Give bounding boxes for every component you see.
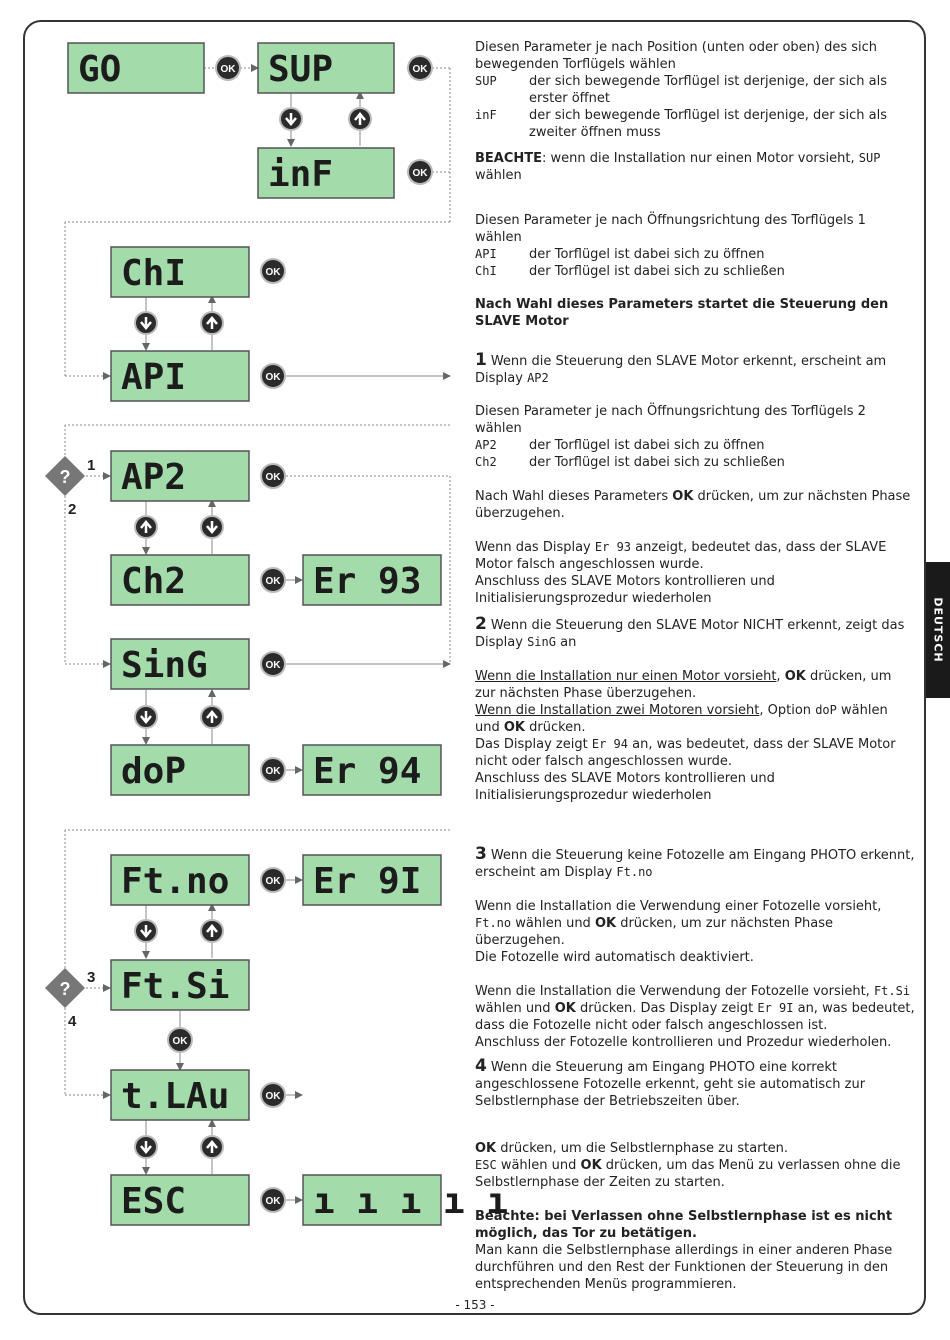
svg-text:OK: OK [265,660,281,671]
arrow-up-icon [201,920,223,942]
branch-label: 4 [68,1013,77,1030]
text-body: wählen und [475,1001,555,1016]
text-body: Nach Wahl dieses Parameters [475,489,673,504]
lcd-text-esc: ESC [121,1181,187,1222]
arrow-down-icon [201,516,223,538]
lcd-display-er93 [303,555,441,605]
text-body: an, was bedeutet, dass der SLAVE Motor nicht oder falsch angeschlossen wurde. [475,737,896,769]
svg-text:OK: OK [265,1196,281,1207]
text-body: , [776,669,785,684]
lcd-text-progress: ı ı ı ı ı [313,1181,509,1222]
svg-text:?: ? [59,467,71,487]
svg-text:OK: OK [265,576,281,587]
ok-button-icon [261,259,285,283]
code-ap2: AP2 [475,438,497,452]
svg-text:OK: OK [412,64,428,75]
text-intro: Diesen Parameter je nach Öffnungsrichtung des Torflügels 1 wählen [475,213,866,245]
lcd-text-sing: SinG [121,645,208,686]
lcd-text-ftsi: Ft.Si [121,966,230,1007]
ok-button-icon [261,868,285,892]
svg-text:OK: OK [265,1091,281,1102]
code-er93: Er 93 [594,540,632,554]
section-photocell [475,846,915,1051]
ok-button-icon [216,56,240,80]
arrow-down-icon [135,1136,157,1158]
ok-button-icon [261,1188,285,1212]
text-note: : wenn die Installation nur einen Motor vorsieht, [542,151,859,166]
lcd-display-ap2 [111,451,249,501]
text-body: Wenn die Installation die Verwendung einer Fotozelle vorsieht, [475,899,882,914]
text-def: der Torflügel ist dabei sich zu schließen [529,264,785,279]
branch-label: 1 [87,457,96,474]
text-body: Wenn die Steuerung den SLAVE Motor NICHT erkennt, zeigt das Display [475,618,905,650]
text-def: der sich bewegende Torflügel ist derjenige, der sich als zweiter öffnen muss [529,108,888,140]
code-er91: Er 9I [757,1001,794,1015]
lcd-text-ch2: Ch2 [121,561,187,602]
lcd-display-tlau [111,1070,249,1120]
arrow-up-icon [135,516,157,538]
ok-button-icon [408,160,432,184]
text-body: an [555,635,577,650]
section-position-select [475,39,915,184]
text-ok: OK [784,669,806,684]
ok-button-icon [168,1028,192,1052]
text-body: drücken, um zur nächsten Phase überzugehen. [475,916,833,948]
lcd-text-dop: doP [121,751,187,792]
section-self-learning [475,1140,915,1293]
ok-button-icon [408,56,432,80]
step-number: 4 [475,1056,487,1076]
code-esc: ESC [475,1158,497,1172]
arrow-up-icon [201,706,223,728]
section-direction-1 [475,212,915,330]
lcd-text-chi: ChI [121,253,187,294]
text-intro: Diesen Parameter je nach Öffnungsrichtung des Torflügels 2 wählen [475,404,866,436]
language-side-tab [926,562,950,698]
section-slave-detected [475,352,915,607]
lcd-text-sup: SUP [268,49,334,90]
lcd-display-esc [111,1175,249,1225]
ok-button-icon [261,568,285,592]
lcd-text-tlau: t.LAu [121,1076,230,1117]
code-ap2: AP2 [527,371,549,385]
text-body: Anschluss des SLAVE Motors kontrollieren und Initialisierungsprozedur wiederholen [475,771,775,803]
branch-label: 2 [68,501,77,518]
lcd-display-dop [111,745,249,795]
code-sing: SinG [527,635,556,649]
code-ftsi: Ft.Si [873,984,911,998]
side-tab-label: DEUTSCH [931,597,945,663]
text-def: der Torflügel ist dabei sich zu schließen [529,455,785,470]
decision-icon [45,968,85,1008]
svg-text:OK: OK [265,766,281,777]
code-ftno: Ft.no [475,916,512,930]
text-note: wählen [475,168,522,183]
text-bold-note: Nach Wahl dieses Parameters startet die Steuerung den SLAVE Motor [475,297,889,329]
lcd-display-chi [111,247,249,297]
text-body: Anschluss der Fotozelle kontrollieren und Prozedur wiederholen. [475,1035,892,1050]
ok-button-icon [261,364,285,388]
text-body: Man kann die Selbstlernphase allerdings in einer anderen Phase durchführen und den Rest der Funktionen der Steuerung in den entsprechenden Menüs programmieren. [475,1243,893,1292]
text-body: anzeigt, bedeutet das, dass der SLAVE Motor falsch angeschlossen wurde. [475,540,887,572]
text-body: Anschluss des SLAVE Motors kontrollieren und Initialisierungsprozedur wiederholen [475,574,775,606]
arrow-down-icon [135,312,157,334]
ok-button-icon [261,1083,285,1107]
text-underlined: Wenn die Installation zwei Motoren vorsieht [475,703,760,718]
code-er94: Er 94 [591,737,628,751]
step-number: 1 [475,350,487,370]
ok-button-icon [261,464,285,488]
text-body: Wenn die Installation die Verwendung der Fotozelle vorsieht, [475,984,874,999]
arrow-up-icon [201,1136,223,1158]
text-body: drücken, um zur nächsten Phase überzugehen. [475,489,911,521]
text-body: wählen und [496,1158,581,1173]
svg-text:OK: OK [412,168,428,179]
lcd-display-sup [258,43,394,93]
text-body: drücken, um das Menü zu verlassen ohne die Selbstlernphase der Zeiten zu starten. [475,1158,901,1190]
arrow-down-icon [135,920,157,942]
text-def: der Torflügel ist dabei sich zu öffnen [529,247,765,262]
svg-text:OK: OK [265,876,281,887]
code-sup: SUP [475,74,497,88]
text-ok: OK [594,916,617,931]
lcd-text-er91: Er 9I [313,861,422,902]
text-underlined: Wenn die Installation nur einen Motor vorsieht [475,669,777,684]
text-ok: OK [580,1158,602,1173]
text-body: Die Fotozelle wird automatisch deaktiviert. [475,950,754,965]
step-number: 3 [475,844,487,864]
ok-button-icon [261,758,285,782]
lcd-display-ftsi [111,960,249,1010]
text-body: drücken. [525,720,586,735]
svg-text:OK: OK [265,267,281,278]
section-slave-not-detected [475,616,915,804]
text-body: Wenn das Display [475,540,595,555]
lcd-text-ap2: AP2 [121,457,187,498]
text-body: drücken, um zur nächsten Phase überzugehen. [475,669,892,701]
svg-text:OK: OK [172,1036,188,1047]
code-api: API [475,247,497,261]
lcd-text-er94: Er 94 [313,751,422,792]
svg-text:OK: OK [265,472,281,483]
text-ok: OK [672,489,694,504]
step-number: 2 [475,614,487,634]
code-ftno: Ft.no [616,865,653,879]
code-ch2: Ch2 [475,455,497,469]
lcd-display-sing [111,639,249,689]
lcd-text-ftno: Ft.no [121,861,230,902]
arrow-down-icon [135,706,157,728]
text-ok: OK [503,720,525,735]
lcd-display-er91 [303,855,441,905]
lcd-display-ftno [111,855,249,905]
arrow-up-icon [349,108,371,130]
text-ok: OK [475,1141,497,1156]
code-inf: inF [475,108,497,122]
text-body: an, was bedeutet, dass die Fotozelle nicht oder falsch angeschlossen ist. [475,1001,915,1033]
code-sup: SUP [858,151,881,165]
svg-text:OK: OK [265,372,281,383]
text-body: drücken. Das Display zeigt [575,1001,758,1016]
svg-text:?: ? [59,979,71,999]
text-intro: Diesen Parameter je nach Position (unten oder oben) des sich bewegenden Torflügels wählen [475,40,878,72]
lcd-display-inf [258,148,394,198]
text-def: der sich bewegende Torflügel ist derjenige, der sich als erster öffnet [529,74,888,106]
text-body: Wenn die Steuerung den SLAVE Motor erkennt, erscheint am Display [475,354,887,386]
lcd-text-api: API [121,357,187,398]
text-body: drücken, um die Selbstlernphase zu starten. [496,1141,788,1156]
text-body: , Option [759,703,816,718]
text-bold-note: Beachte: bei Verlassen ohne Selbstlernphase ist es nicht möglich, das Tor zu betätigen. [475,1209,893,1241]
page-number: - 153 - [455,1298,495,1312]
lcd-display-api [111,351,249,401]
code-chi: ChI [475,264,497,278]
text-body: Wenn die Steuerung am Eingang PHOTO eine korrekt angeschlossene Fotozelle erkennt, geht sie automatisch zur Selbstlernphase der Betriebszeiten über. [475,1060,866,1109]
lcd-text-inf: inF [268,154,334,195]
text-body: wählen und [475,703,888,735]
svg-text:OK: OK [220,64,236,75]
lcd-text-er93: Er 93 [313,561,422,602]
text-def: der Torflügel ist dabei sich zu öffnen [529,438,765,453]
text-note-label: BEACHTE [475,151,543,166]
arrow-down-icon [280,108,302,130]
code-dop: doP [815,703,837,717]
branch-label: 3 [87,969,96,986]
section-photocell-ok [475,1058,915,1110]
text-body: wählen und [511,916,595,931]
text-body: Das Display zeigt [475,737,592,752]
text-body: Wenn die Steuerung keine Fotozelle am Eingang PHOTO erkennt, erscheint am Display [475,848,915,880]
lcd-display-er94 [303,745,441,795]
lcd-display-go [68,43,204,93]
lcd-display-ch2 [111,555,249,605]
arrow-up-icon [201,312,223,334]
ok-button-icon [261,652,285,676]
lcd-text-go: GO [78,49,122,90]
text-ok: OK [554,1001,576,1016]
decision-icon [45,456,85,496]
